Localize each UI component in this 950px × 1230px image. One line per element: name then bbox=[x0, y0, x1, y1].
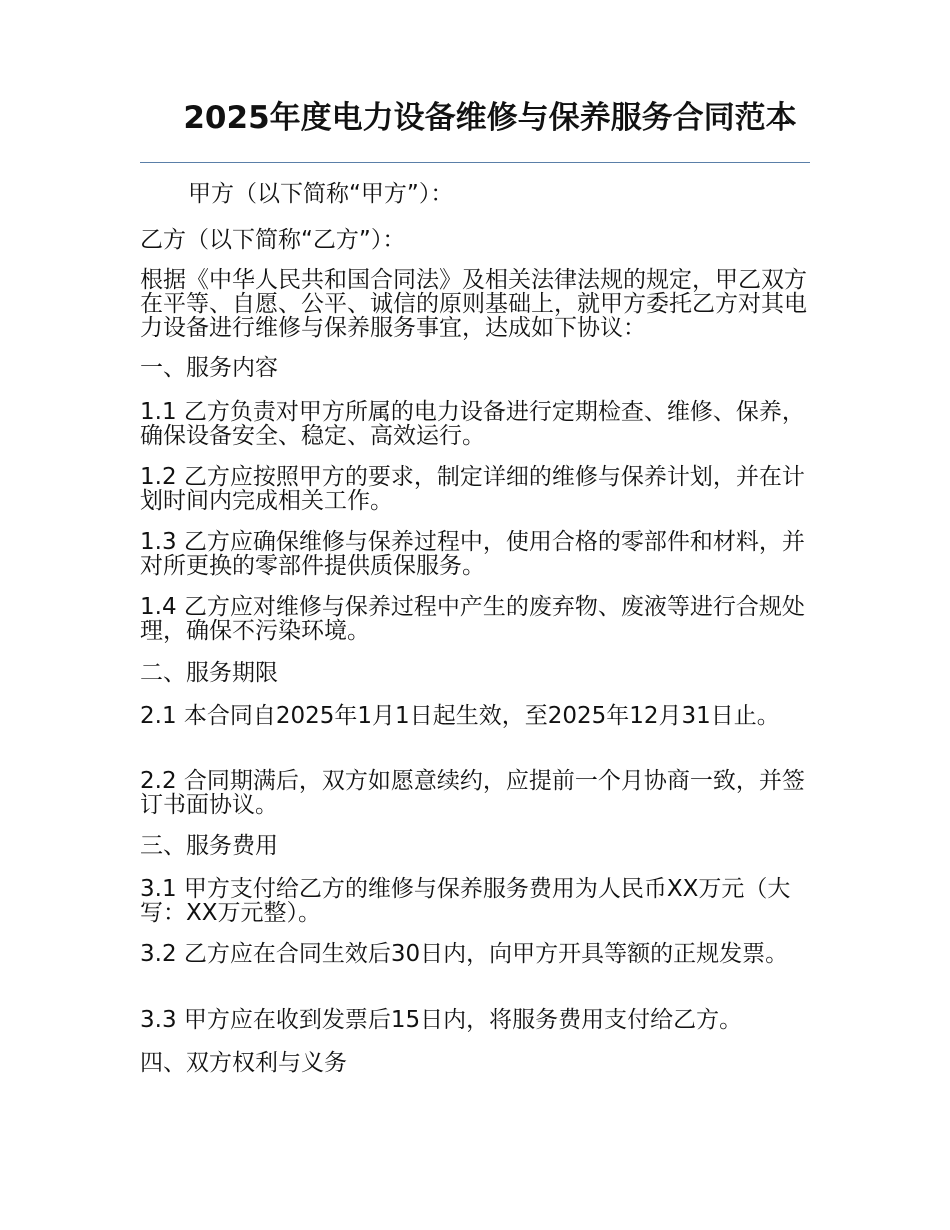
clause-2-1: 2.1 本合同自2025年1月1日起生效，至2025年12月31日止。 bbox=[140, 703, 780, 729]
clause-3-2: 3.2 乙方应在合同生效后30日内，向甲方开具等额的正规发票。 bbox=[140, 941, 789, 967]
party-a-line: 甲方（以下简称“甲方”）： bbox=[188, 181, 454, 207]
preamble-paragraph: 根据《中华人民共和国合同法》及相关法律法规的规定，甲乙双方在平等、自愿、公平、诚信的原则基础上，就甲方委托乙方对其电力设备进行维修与保养服务事宜，达成如下协议： bbox=[140, 267, 807, 341]
section-heading-service-fee: 三、服务费用 bbox=[140, 833, 278, 859]
clause-1-3: 1.3 乙方应确保维修与保养过程中，使用合格的零部件和材料，并对所更换的零部件提供质保服务。 bbox=[140, 529, 805, 579]
clause-1-4: 1.4 乙方应对维修与保养过程中产生的废弃物、废液等进行合规处理，确保不污染环境。 bbox=[140, 594, 805, 644]
clause-1-1: 1.1 乙方负责对甲方所属的电力设备进行定期检查、维修、保养，确保设备安全、稳定、高效运行。 bbox=[140, 399, 805, 449]
section-heading-service-content: 一、服务内容 bbox=[140, 355, 278, 381]
section-heading-service-term: 二、服务期限 bbox=[140, 660, 278, 686]
section-heading-rights-obligations: 四、双方权利与义务 bbox=[140, 1050, 347, 1076]
clause-2-2: 2.2 合同期满后，双方如愿意续约，应提前一个月协商一致，并签订书面协议。 bbox=[140, 768, 805, 818]
clause-1-2: 1.2 乙方应按照甲方的要求，制定详细的维修与保养计划，并在计划时间内完成相关工作。 bbox=[140, 464, 805, 514]
document-title: 2025年度电力设备维修与保养服务合同范本 bbox=[183, 100, 797, 136]
party-b-line: 乙方（以下简称“乙方”）： bbox=[140, 227, 406, 253]
title-divider bbox=[140, 162, 810, 163]
clause-3-3: 3.3 甲方应在收到发票后15日内，将服务费用支付给乙方。 bbox=[140, 1007, 743, 1033]
clause-3-1: 3.1 甲方支付给乙方的维修与保养服务费用为人民币XX万元（大写：XX万元整）。 bbox=[140, 876, 791, 926]
